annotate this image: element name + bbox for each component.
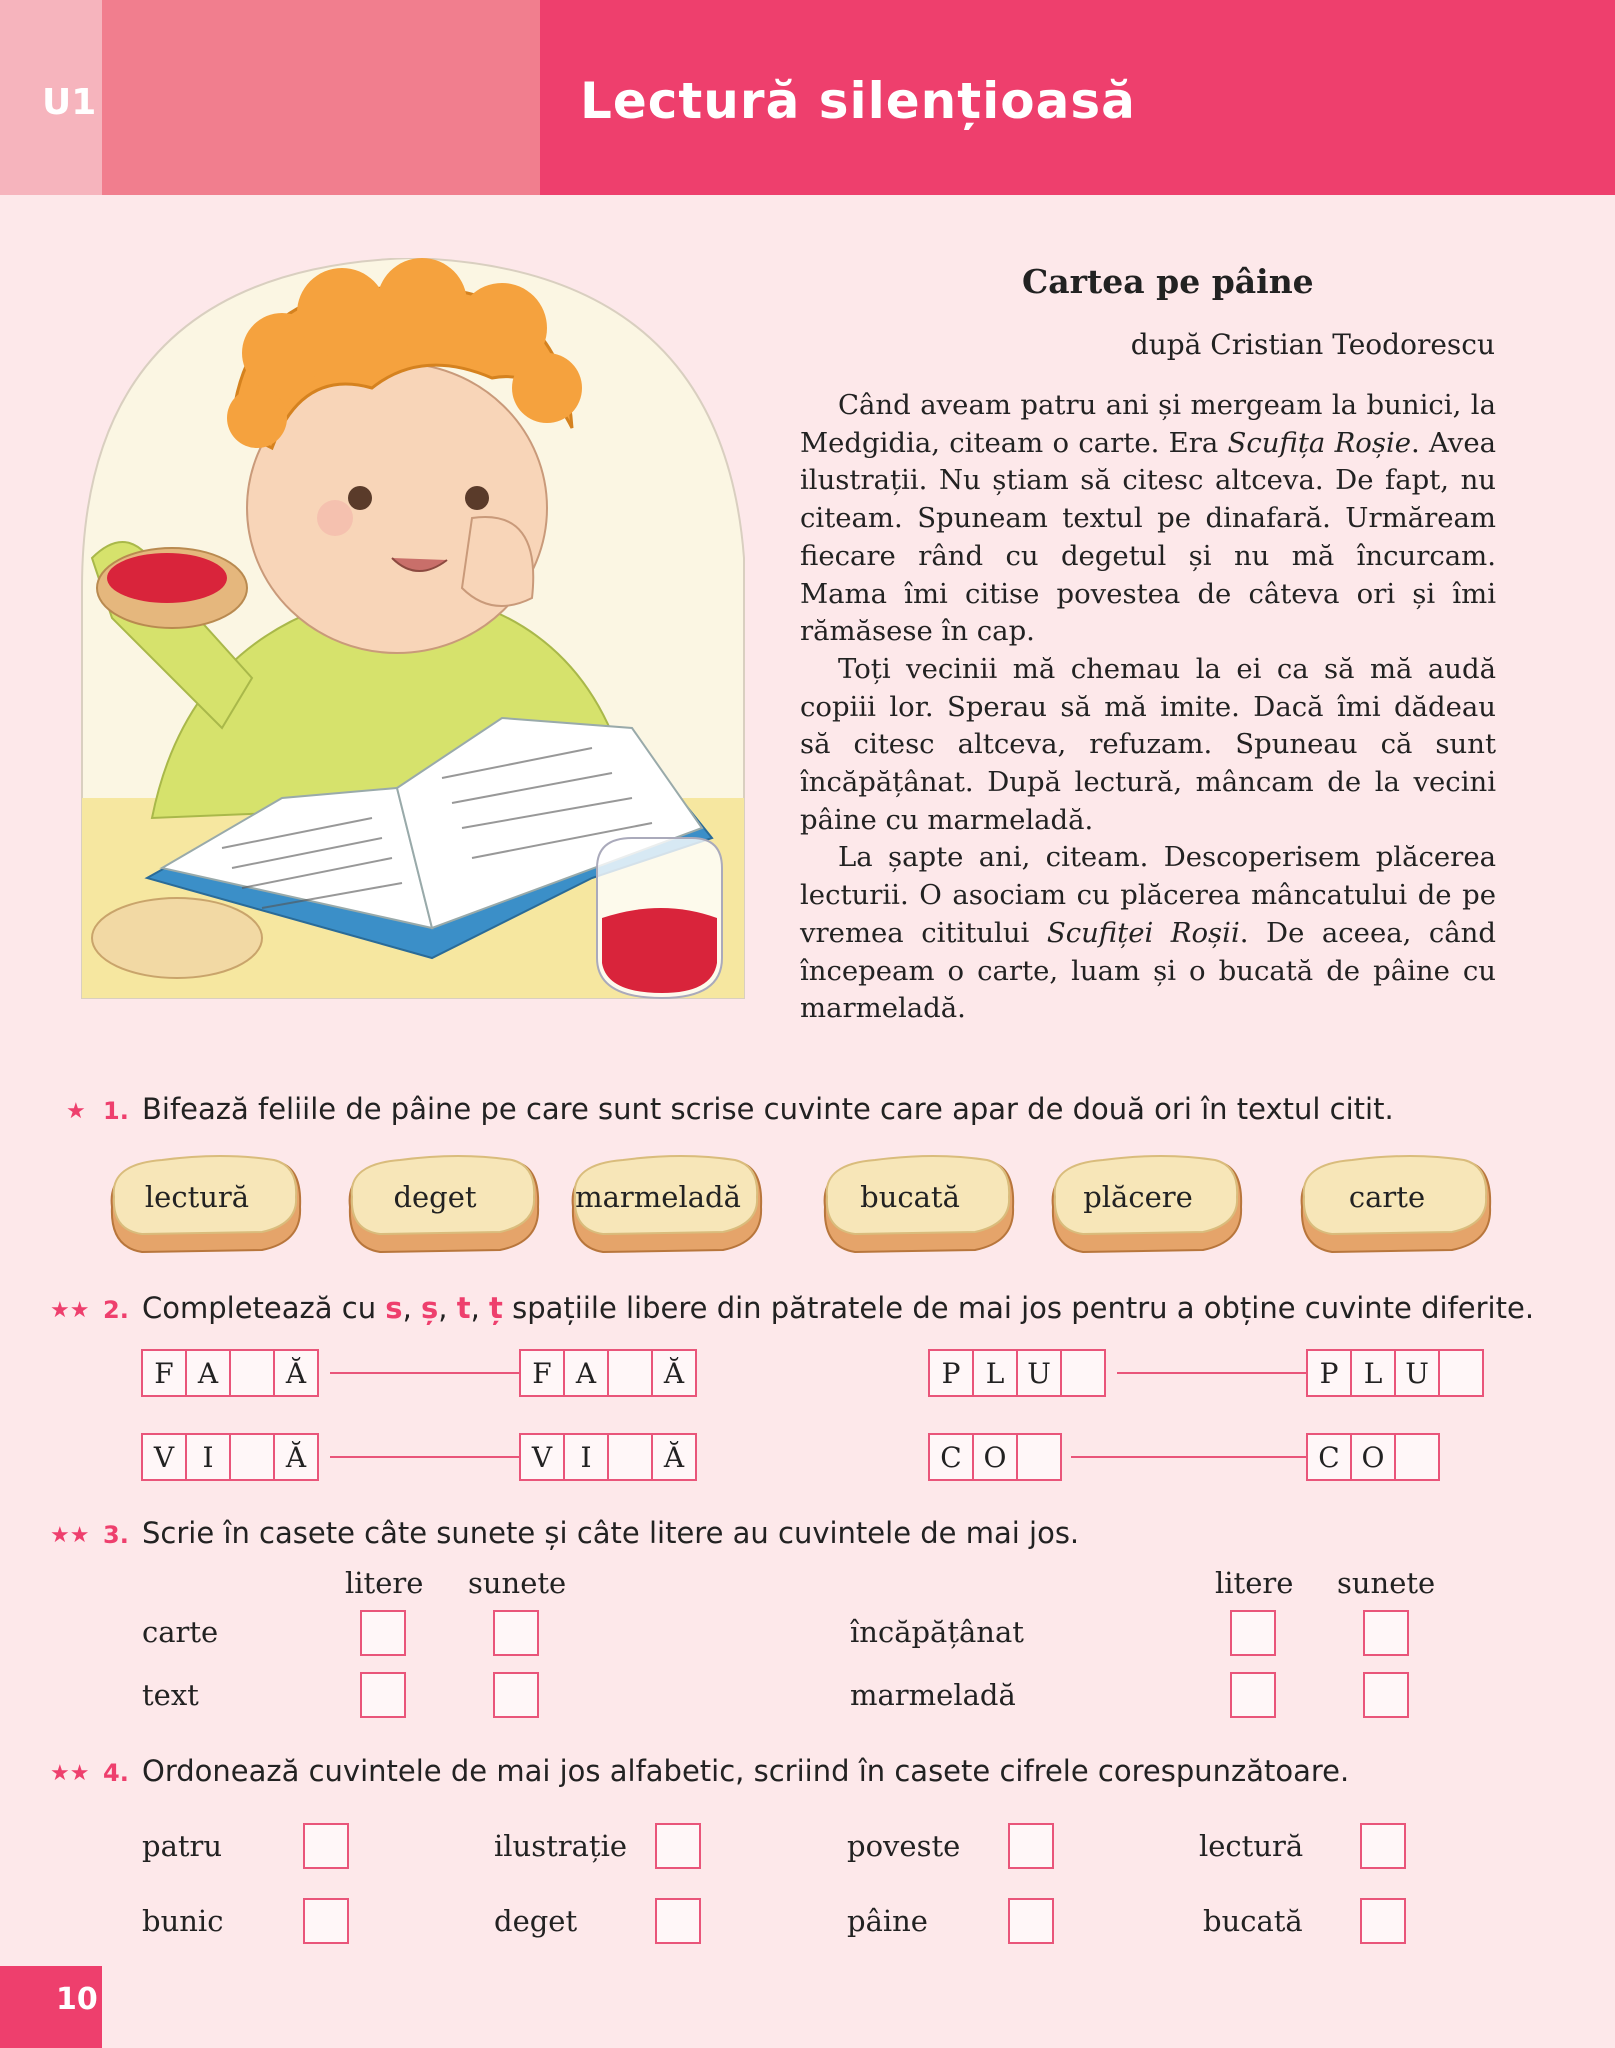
difficulty-stars: ★★ xyxy=(50,1761,90,1786)
difficulty-stars: ★★ xyxy=(50,1298,90,1323)
word-bucata: bucată xyxy=(1203,1904,1303,1938)
header-band-mid xyxy=(102,0,540,195)
blank-letter-cell[interactable] xyxy=(1016,1433,1062,1481)
connector-line xyxy=(1117,1372,1307,1374)
difficulty-stars: ★ xyxy=(66,1099,86,1124)
word-poveste: poveste xyxy=(847,1829,961,1863)
word-lectura: lectură xyxy=(1199,1829,1304,1863)
answer-box[interactable] xyxy=(1230,1610,1276,1656)
bread-slice-word: plăcere xyxy=(1083,1180,1193,1214)
bread-slice-word: marmeladă xyxy=(575,1180,741,1214)
letter-cell: Ă xyxy=(273,1433,319,1481)
blank-letter-cell[interactable] xyxy=(1394,1433,1440,1481)
word-boxes-plus-left xyxy=(930,1349,1106,1397)
order-box[interactable] xyxy=(1008,1898,1054,1944)
answer-box[interactable] xyxy=(1363,1610,1409,1656)
order-box[interactable] xyxy=(1008,1823,1054,1869)
column-header-sunete: sunete xyxy=(1337,1566,1436,1600)
exercise-number: 4. xyxy=(103,1759,129,1787)
word-boxes-vita-right xyxy=(521,1433,697,1481)
bread-slice-word: bucată xyxy=(860,1180,960,1214)
answer-box[interactable] xyxy=(1363,1672,1409,1718)
page-number: 10 xyxy=(0,1966,102,2048)
connector-line xyxy=(330,1372,520,1374)
unit-label: U1 xyxy=(42,82,97,123)
letter-cell: O xyxy=(972,1433,1018,1481)
letter-cell: V xyxy=(141,1433,187,1481)
word-boxes-cos-left xyxy=(930,1433,1062,1481)
word-marmelada: marmeladă xyxy=(850,1678,1016,1712)
letter-cell: Ă xyxy=(651,1349,697,1397)
blank-letter-cell[interactable] xyxy=(607,1349,653,1397)
word-text: text xyxy=(142,1678,199,1712)
letter-cell: V xyxy=(519,1433,565,1481)
letter-cell: U xyxy=(1394,1349,1440,1397)
exercise-number: 3. xyxy=(103,1521,129,1549)
letter-cell: C xyxy=(1306,1433,1352,1481)
word-paine: pâine xyxy=(847,1904,928,1938)
bread-slice[interactable] xyxy=(102,1152,307,1262)
story-author: după Cristian Teodorescu xyxy=(1130,328,1495,361)
word-deget: deget xyxy=(494,1904,578,1938)
letter-cell: Ă xyxy=(651,1433,697,1481)
word-bunic: bunic xyxy=(142,1904,224,1938)
answer-box[interactable] xyxy=(493,1610,539,1656)
letter-cell: I xyxy=(563,1433,609,1481)
bread-slice[interactable] xyxy=(1292,1152,1497,1262)
exercise-4-instruction: Ordonează cuvintele de mai jos alfabetic, scriind în casete cifrele corespunzătoare. xyxy=(142,1754,1350,1788)
letter-cell: A xyxy=(563,1349,609,1397)
answer-box[interactable] xyxy=(360,1610,406,1656)
word-boxes-cos-right xyxy=(1308,1433,1440,1481)
answer-box[interactable] xyxy=(360,1672,406,1718)
word-carte: carte xyxy=(142,1615,219,1649)
letter-cell: F xyxy=(519,1349,565,1397)
bread-slice[interactable] xyxy=(340,1152,545,1262)
letter-cell: A xyxy=(185,1349,231,1397)
exercise-3-instruction: Scrie în casete câte sunete și câte litere au cuvintele de mai jos. xyxy=(142,1516,1080,1550)
story-paragraph-2: Toți vecinii mă chemau la ei ca să mă audă copiii lor. Sperau să mă imite. Dacă îmi dădeau să citesc altceva, refuzam. Spuneau că sunt încăpățânat. După lectură, mâncam de la vecini pâine cu marmeladă. xyxy=(800,652,1496,836)
word-boxes-plus-right xyxy=(1308,1349,1484,1397)
word-boxes-fata-left xyxy=(143,1349,319,1397)
exercise-1-instruction: Bifează feliile de pâine pe care sunt scrise cuvinte care apar de două ori în textul citit. xyxy=(142,1092,1394,1126)
blank-letter-cell[interactable] xyxy=(1438,1349,1484,1397)
letter-cell: C xyxy=(928,1433,974,1481)
blank-letter-cell[interactable] xyxy=(607,1433,653,1481)
word-ilustratie: ilustrație xyxy=(494,1829,628,1863)
story-title: Cartea pe pâine xyxy=(1022,262,1314,301)
order-box[interactable] xyxy=(655,1898,701,1944)
connector-line xyxy=(330,1456,520,1458)
blank-letter-cell[interactable] xyxy=(229,1349,275,1397)
boy-reading-illustration xyxy=(72,258,772,1022)
bread-slice[interactable] xyxy=(815,1152,1020,1262)
connector-line xyxy=(1071,1456,1307,1458)
story-paragraph-1: Când aveam patru ani și mergeam la bunici, la Medgidia, citeam o carte. Era Scufița Roșie. Avea ilustrații. Nu știam să citesc altceva. De fapt, nu citeam. Spuneam textul pe dinafară. Urmăream fiecare rând cu degetul și nu mă încurcam. Mama îmi citise povestea de câteva ori și îmi rămăsese în cap. xyxy=(800,389,1496,648)
bread-slice[interactable] xyxy=(1043,1152,1248,1262)
word-patru: patru xyxy=(142,1829,223,1863)
bread-slice[interactable] xyxy=(563,1152,768,1262)
bread-slice-word: lectură xyxy=(144,1180,250,1214)
bread-slice-word: carte xyxy=(1348,1180,1426,1214)
exercise-number: 1. xyxy=(103,1097,129,1125)
order-box[interactable] xyxy=(1360,1823,1406,1869)
word-boxes-fata-right xyxy=(521,1349,697,1397)
letter-cell: P xyxy=(928,1349,974,1397)
letter-cell: Ă xyxy=(273,1349,319,1397)
story-paragraph-3: La șapte ani, citeam. Descoperisem plăcerea lecturii. O asociam cu plăcerea mâncatului de pe vremea cititului Scufiței Roșii. De aceea, când începeam o carte, luam și o bucată de pâine cu marmeladă. xyxy=(800,841,1496,1025)
letter-cell: F xyxy=(141,1349,187,1397)
column-header-sunete: sunete xyxy=(468,1566,567,1600)
bread-slice-word: deget xyxy=(393,1180,477,1214)
letter-cell: O xyxy=(1350,1433,1396,1481)
order-box[interactable] xyxy=(1360,1898,1406,1944)
letter-cell: L xyxy=(972,1349,1018,1397)
exercise-2-instruction: Completează cu s, ș, t, ț spațiile libere din pătratele de mai jos pentru a obține cuvinte diferite. xyxy=(142,1291,1535,1325)
order-box[interactable] xyxy=(303,1823,349,1869)
blank-letter-cell[interactable] xyxy=(229,1433,275,1481)
letter-cell: I xyxy=(185,1433,231,1481)
letter-cell: U xyxy=(1016,1349,1062,1397)
column-header-litere: litere xyxy=(345,1566,424,1600)
exercise-number: 2. xyxy=(103,1296,129,1324)
column-header-litere: litere xyxy=(1215,1566,1294,1600)
answer-box[interactable] xyxy=(1230,1672,1276,1718)
letter-cell: L xyxy=(1350,1349,1396,1397)
story-text xyxy=(800,387,1496,1028)
word-boxes-vita-left xyxy=(143,1433,319,1481)
order-box[interactable] xyxy=(303,1898,349,1944)
blank-letter-cell[interactable] xyxy=(1060,1349,1106,1397)
letter-cell: P xyxy=(1306,1349,1352,1397)
difficulty-stars: ★★ xyxy=(50,1523,90,1548)
word-incapatanat: încăpățânat xyxy=(850,1615,1024,1649)
page-title: Lectură silențioasă xyxy=(580,72,1136,130)
answer-box[interactable] xyxy=(493,1672,539,1718)
order-box[interactable] xyxy=(655,1823,701,1869)
